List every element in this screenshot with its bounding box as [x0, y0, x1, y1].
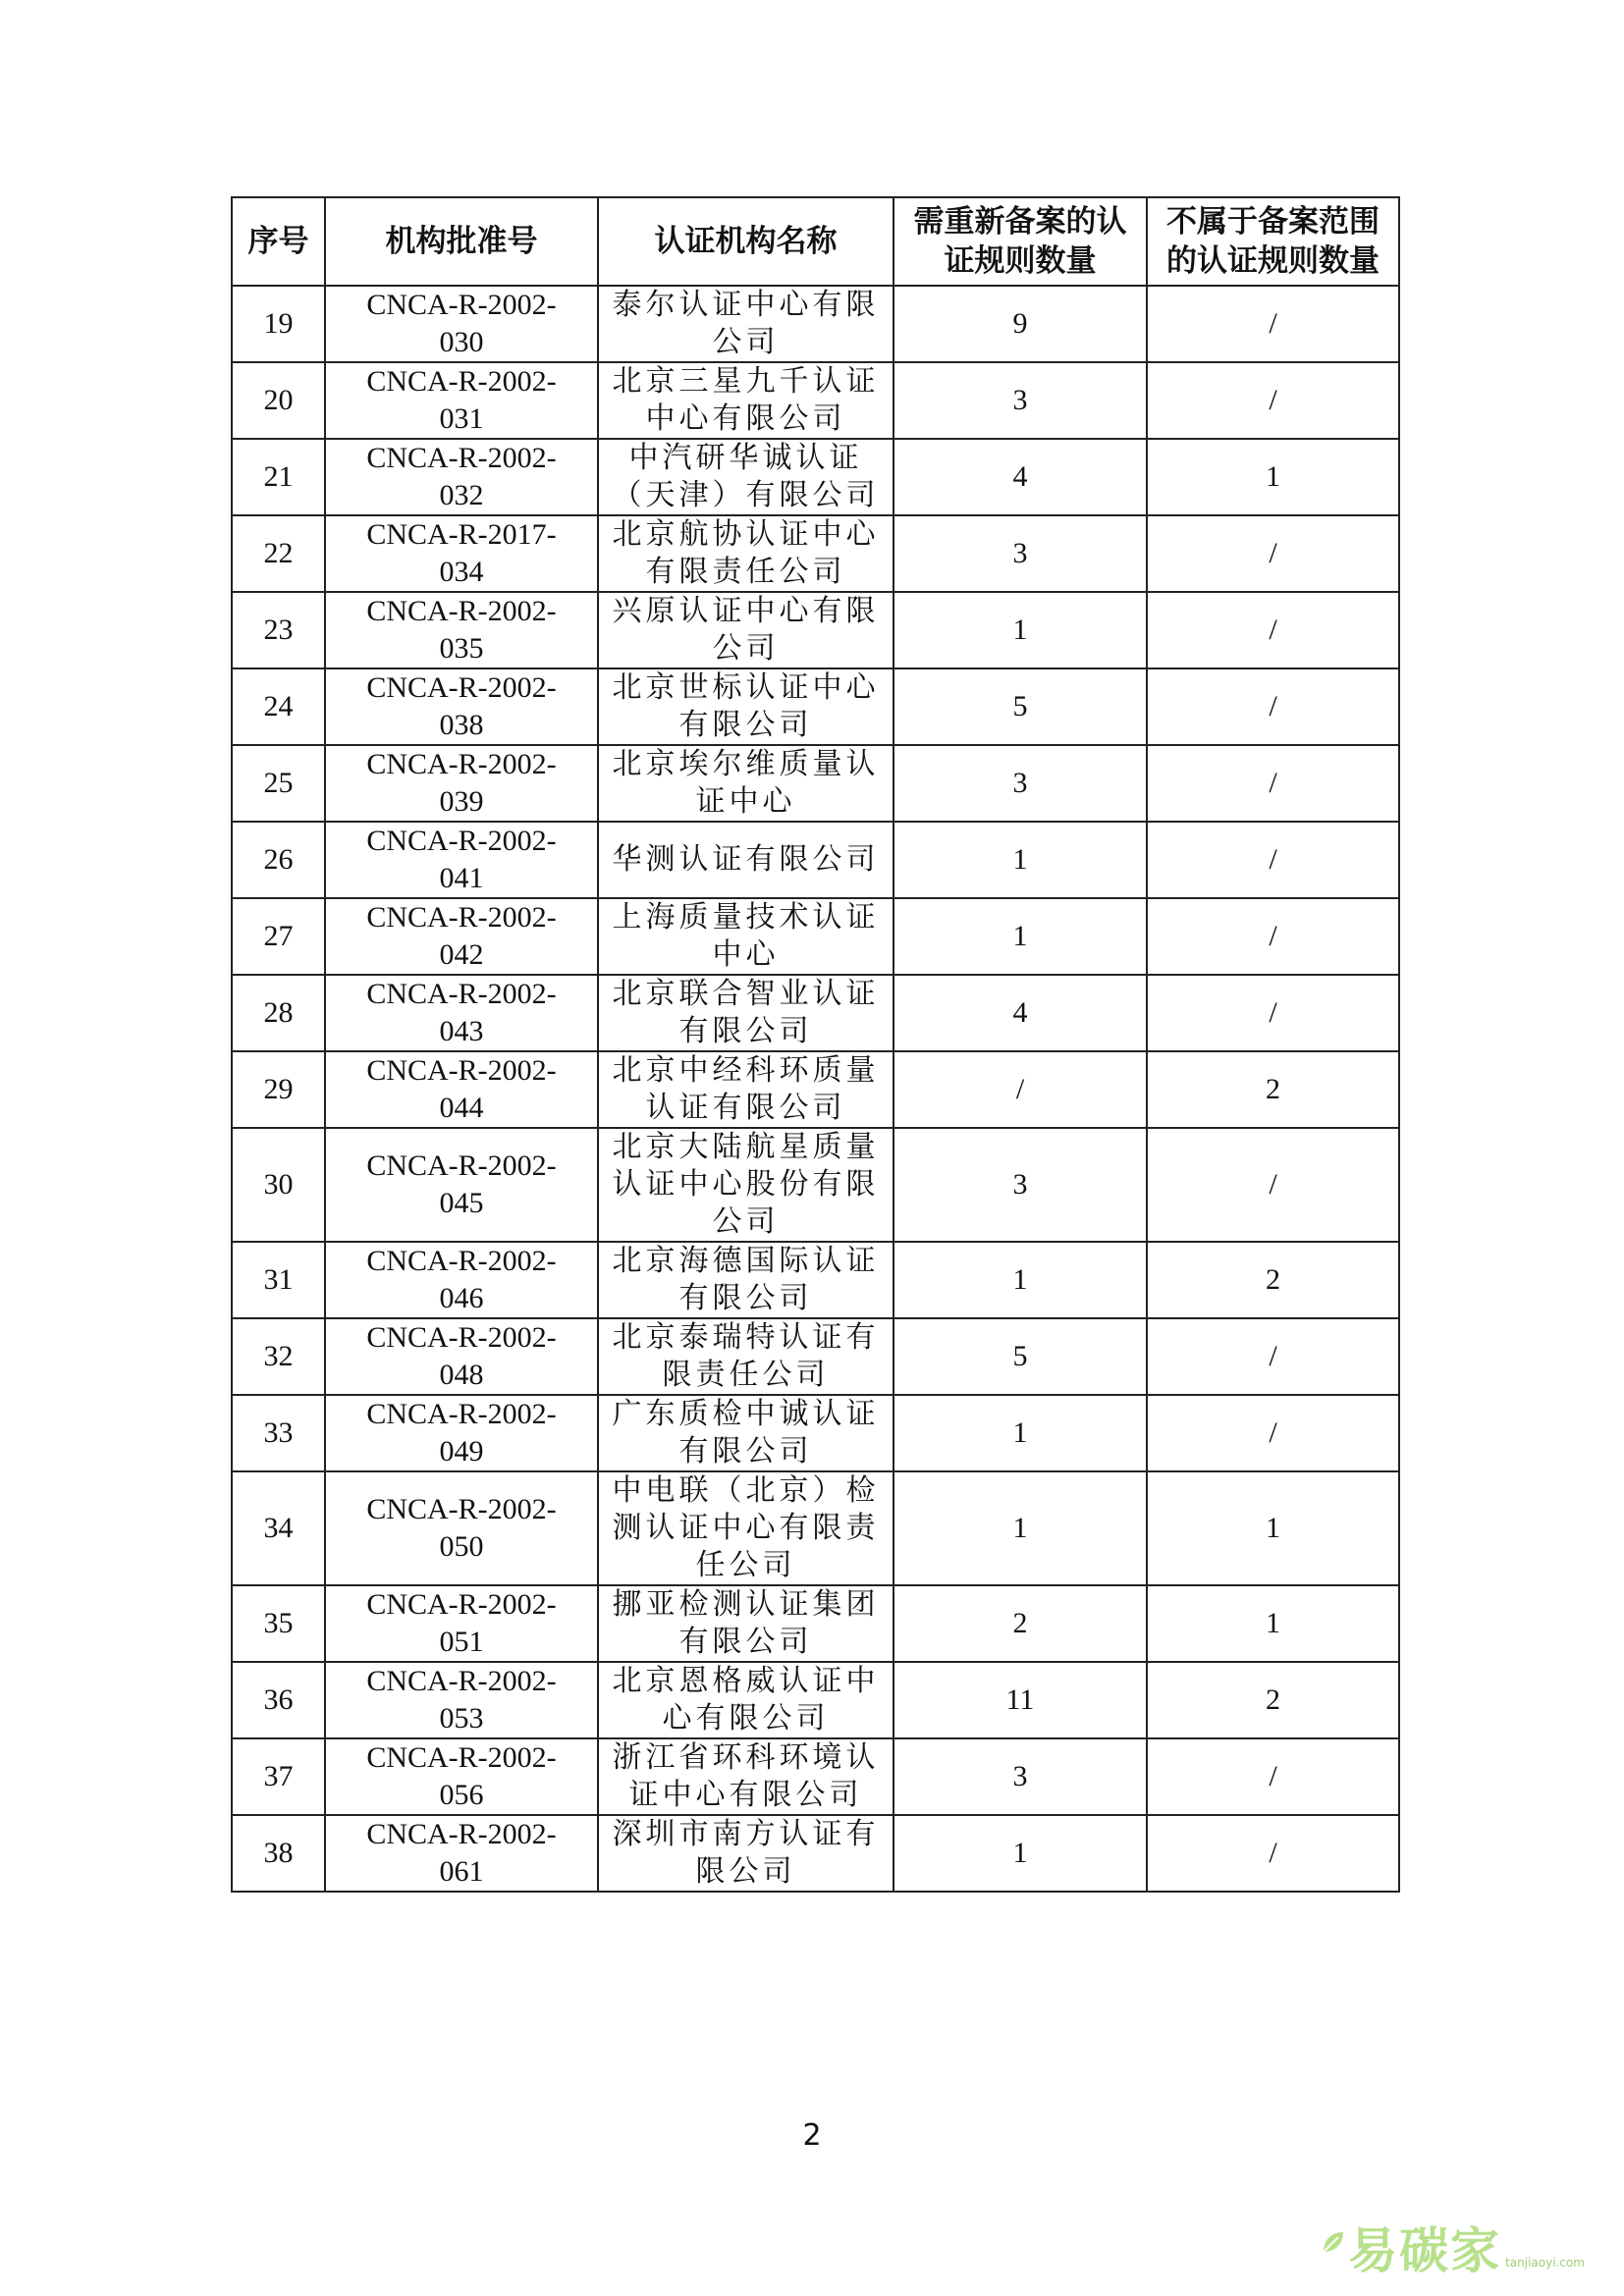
table-row	[232, 1471, 1399, 1585]
cell-seq: 29	[232, 1051, 325, 1128]
approval-number-text: CNCA-R-2002-045	[366, 1149, 557, 1219]
cell-approval-number	[325, 1662, 598, 1738]
approval-number-text: CNCA-R-2002-039	[366, 748, 557, 818]
watermark-logo	[1321, 2212, 1585, 2282]
cell-seq: 25	[232, 745, 325, 822]
page-number: 2	[802, 2118, 822, 2153]
cell-refile-count: 1	[893, 1242, 1147, 1318]
cell-institution-name: 北京海德国际认证有限公司	[598, 1242, 893, 1318]
cell-approval-number	[325, 1585, 598, 1662]
cell-refile-count: 3	[893, 1128, 1147, 1242]
cell-approval-number	[325, 898, 598, 975]
cell-institution-name: 浙江省环科环境认证中心有限公司	[598, 1738, 893, 1815]
cell-not-in-scope-count: 2	[1147, 1662, 1399, 1738]
cell-institution-name: 北京泰瑞特认证有限责任公司	[598, 1318, 893, 1395]
cell-seq: 20	[232, 362, 325, 439]
cell-institution-name: 广东质检中诚认证有限公司	[598, 1395, 893, 1471]
cell-seq: 30	[232, 1128, 325, 1242]
table-row	[232, 745, 1399, 822]
leaf-icon	[1321, 2229, 1346, 2255]
cell-approval-number	[325, 362, 598, 439]
cell-approval-number	[325, 1395, 598, 1471]
table-row	[232, 1738, 1399, 1815]
cell-approval-number	[325, 286, 598, 362]
watermark-domain: tanjiaoyi.com	[1505, 2256, 1585, 2269]
approval-number-text: CNCA-R-2002-051	[366, 1588, 557, 1658]
cell-refile-count: 4	[893, 975, 1147, 1051]
cell-refile-count: 9	[893, 286, 1147, 362]
cell-not-in-scope-count: /	[1147, 1815, 1399, 1892]
approval-number-text: CNCA-R-2002-061	[366, 1818, 557, 1888]
cell-seq: 34	[232, 1471, 325, 1585]
cell-not-in-scope-count: /	[1147, 898, 1399, 975]
cell-refile-count: 5	[893, 1318, 1147, 1395]
cell-not-in-scope-count: /	[1147, 745, 1399, 822]
cell-not-in-scope-count: /	[1147, 1738, 1399, 1815]
cell-seq: 22	[232, 515, 325, 592]
cell-not-in-scope-count: 1	[1147, 1471, 1399, 1585]
cell-not-in-scope-count: /	[1147, 822, 1399, 898]
cell-approval-number	[325, 1318, 598, 1395]
table-row	[232, 1242, 1399, 1318]
cell-approval-number	[325, 515, 598, 592]
cell-approval-number	[325, 668, 598, 745]
table-row	[232, 822, 1399, 898]
cell-not-in-scope-count: /	[1147, 286, 1399, 362]
table-row	[232, 668, 1399, 745]
cell-not-in-scope-count: /	[1147, 668, 1399, 745]
cell-seq: 28	[232, 975, 325, 1051]
cell-institution-name: 中汽研华诚认证（天津）有限公司	[598, 439, 893, 515]
cell-institution-name: 深圳市南方认证有限公司	[598, 1815, 893, 1892]
table-row	[232, 975, 1399, 1051]
cell-refile-count: 5	[893, 668, 1147, 745]
cell-refile-count: 1	[893, 822, 1147, 898]
cell-seq: 31	[232, 1242, 325, 1318]
cell-not-in-scope-count: 1	[1147, 1585, 1399, 1662]
cell-approval-number	[325, 1471, 598, 1585]
cell-refile-count: 1	[893, 1471, 1147, 1585]
cell-institution-name: 北京中经科环质量认证有限公司	[598, 1051, 893, 1128]
cell-not-in-scope-count: /	[1147, 592, 1399, 668]
approval-number-text: CNCA-R-2002-044	[366, 1054, 557, 1124]
cell-institution-name: 北京联合智业认证有限公司	[598, 975, 893, 1051]
cell-institution-name: 北京三星九千认证中心有限公司	[598, 362, 893, 439]
approval-number-text: CNCA-R-2002-049	[366, 1398, 557, 1468]
table-row	[232, 515, 1399, 592]
cell-refile-count: 2	[893, 1585, 1147, 1662]
cell-not-in-scope-count: /	[1147, 362, 1399, 439]
cell-approval-number	[325, 975, 598, 1051]
table-row	[232, 1395, 1399, 1471]
table-row	[232, 1128, 1399, 1242]
certification-table	[231, 196, 1400, 1893]
table-row	[232, 1585, 1399, 1662]
header-seq: 序号	[232, 197, 325, 286]
cell-seq: 38	[232, 1815, 325, 1892]
cell-seq: 32	[232, 1318, 325, 1395]
cell-not-in-scope-count: /	[1147, 515, 1399, 592]
cell-seq: 24	[232, 668, 325, 745]
approval-number-text: CNCA-R-2002-053	[366, 1665, 557, 1735]
cell-not-in-scope-count: /	[1147, 1318, 1399, 1395]
table-row	[232, 898, 1399, 975]
cell-refile-count: 1	[893, 592, 1147, 668]
cell-approval-number	[325, 822, 598, 898]
approval-number-text: CNCA-R-2017-034	[366, 518, 557, 588]
cell-seq: 35	[232, 1585, 325, 1662]
table-row	[232, 362, 1399, 439]
cell-seq: 19	[232, 286, 325, 362]
cell-refile-count: 3	[893, 1738, 1147, 1815]
cell-refile-count: /	[893, 1051, 1147, 1128]
cell-institution-name: 北京大陆航星质量认证中心股份有限公司	[598, 1128, 893, 1242]
header-refile-count: 需重新备案的认证规则数量	[893, 197, 1147, 286]
cell-seq: 23	[232, 592, 325, 668]
approval-number-text: CNCA-R-2002-041	[366, 825, 557, 894]
approval-number-text: CNCA-R-2002-032	[366, 442, 557, 511]
cell-refile-count: 4	[893, 439, 1147, 515]
cell-not-in-scope-count: 1	[1147, 439, 1399, 515]
cell-institution-name: 中电联（北京）检测认证中心有限责任公司	[598, 1471, 893, 1585]
table-row	[232, 1662, 1399, 1738]
table-row	[232, 1815, 1399, 1892]
cell-refile-count: 3	[893, 515, 1147, 592]
approval-number-text: CNCA-R-2002-035	[366, 595, 557, 665]
header-institution-name: 认证机构名称	[598, 197, 893, 286]
cell-not-in-scope-count: /	[1147, 975, 1399, 1051]
watermark-text: 易碳家	[1348, 2222, 1502, 2279]
cell-institution-name: 泰尔认证中心有限公司	[598, 286, 893, 362]
cell-refile-count: 11	[893, 1662, 1147, 1738]
cell-approval-number	[325, 745, 598, 822]
approval-number-text: CNCA-R-2002-050	[366, 1493, 557, 1563]
approval-number-text: CNCA-R-2002-038	[366, 671, 557, 741]
approval-number-text: CNCA-R-2002-048	[366, 1321, 557, 1391]
cell-approval-number	[325, 1242, 598, 1318]
table-row	[232, 1318, 1399, 1395]
cell-seq: 21	[232, 439, 325, 515]
cell-seq: 36	[232, 1662, 325, 1738]
cell-approval-number	[325, 592, 598, 668]
cell-refile-count: 1	[893, 1395, 1147, 1471]
cell-approval-number	[325, 439, 598, 515]
header-not-in-scope-count: 不属于备案范围的认证规则数量	[1147, 197, 1399, 286]
table-row	[232, 1051, 1399, 1128]
table-header-row	[232, 197, 1399, 286]
header-approval-number: 机构批准号	[325, 197, 598, 286]
cell-seq: 27	[232, 898, 325, 975]
cell-institution-name: 上海质量技术认证中心	[598, 898, 893, 975]
approval-number-text: CNCA-R-2002-043	[366, 978, 557, 1047]
approval-number-text: CNCA-R-2002-030	[366, 289, 557, 358]
cell-institution-name: 北京恩格威认证中心有限公司	[598, 1662, 893, 1738]
table-row	[232, 592, 1399, 668]
table-row	[232, 439, 1399, 515]
cell-not-in-scope-count: 2	[1147, 1051, 1399, 1128]
cell-approval-number	[325, 1128, 598, 1242]
approval-number-text: CNCA-R-2002-042	[366, 901, 557, 971]
cell-institution-name: 北京世标认证中心有限公司	[598, 668, 893, 745]
cell-institution-name: 挪亚检测认证集团有限公司	[598, 1585, 893, 1662]
cell-seq: 26	[232, 822, 325, 898]
cell-not-in-scope-count: /	[1147, 1128, 1399, 1242]
cell-not-in-scope-count: 2	[1147, 1242, 1399, 1318]
cell-approval-number	[325, 1051, 598, 1128]
cell-not-in-scope-count: /	[1147, 1395, 1399, 1471]
cell-seq: 33	[232, 1395, 325, 1471]
cell-institution-name: 北京埃尔维质量认证中心	[598, 745, 893, 822]
approval-number-text: CNCA-R-2002-056	[366, 1741, 557, 1811]
table-row	[232, 286, 1399, 362]
cell-institution-name: 华测认证有限公司	[598, 822, 893, 898]
approval-number-text: CNCA-R-2002-046	[366, 1245, 557, 1314]
approval-number-text: CNCA-R-2002-031	[366, 365, 557, 435]
cell-refile-count: 1	[893, 898, 1147, 975]
cell-seq: 37	[232, 1738, 325, 1815]
cell-refile-count: 3	[893, 745, 1147, 822]
cell-refile-count: 1	[893, 1815, 1147, 1892]
cell-refile-count: 3	[893, 362, 1147, 439]
cell-institution-name: 兴原认证中心有限公司	[598, 592, 893, 668]
cell-institution-name: 北京航协认证中心有限责任公司	[598, 515, 893, 592]
cell-approval-number	[325, 1815, 598, 1892]
cell-approval-number	[325, 1738, 598, 1815]
